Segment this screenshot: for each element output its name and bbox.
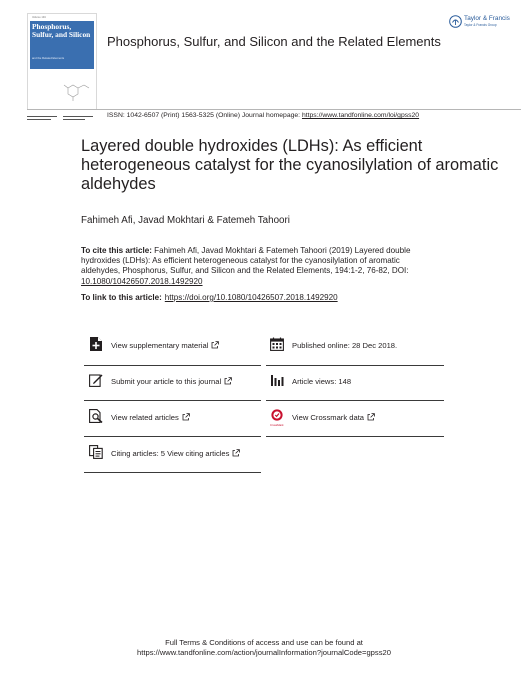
footer-terms-link[interactable]: https://www.tandfonline.com/action/journalInformation?journalCode=gpss20 — [137, 647, 391, 657]
view-crossmark-action[interactable] — [270, 408, 442, 438]
citing-documents-icon — [89, 445, 103, 459]
article-views-info — [270, 372, 442, 402]
related-articles-label: View related articles — [111, 413, 179, 422]
citation-block — [81, 246, 421, 287]
grid-rule — [266, 400, 444, 401]
publisher-tagline: Taylor & Francis Group — [464, 23, 497, 27]
supplementary-doc-plus-icon — [89, 337, 103, 351]
cover-subtitle: and the Related Elements — [32, 56, 65, 60]
external-link-icon — [224, 377, 232, 385]
publisher-name: Taylor & Francis — [464, 15, 510, 22]
crossmark-label: View Crossmark data — [292, 413, 365, 422]
grid-rule — [266, 365, 444, 366]
article-doi-url[interactable]: https://doi.org/10.1080/10426507.2018.1492920 — [164, 293, 338, 302]
external-link-icon — [367, 413, 375, 421]
grid-rule — [266, 436, 444, 437]
molecule-icon — [62, 80, 92, 102]
header-divider — [27, 109, 521, 110]
supplementary-label: View supplementary material — [111, 341, 209, 350]
issn-text: ISSN: 1042-6507 (Print) 1563-5325 (Online) Journal homepage: — [107, 112, 302, 119]
published-online-info — [270, 336, 442, 366]
citation-doi-link[interactable]: 10.1080/10426507.2018.1492920 — [81, 276, 203, 286]
external-link-icon — [211, 341, 219, 349]
taylor-francis-emblem-icon — [449, 15, 462, 28]
view-related-articles-action[interactable] — [89, 408, 261, 438]
crossmark-caption: CrossMark — [270, 423, 284, 427]
grid-rule — [84, 365, 261, 366]
journal-title: Phosphorus, Sulfur, and Silicon and the Related Elements — [107, 34, 441, 49]
small-journal-logos — [27, 116, 97, 122]
view-supplementary-action[interactable] — [89, 336, 261, 366]
cover-title: Phosphorus, Sulfur, and Silicon — [32, 22, 91, 39]
link-label: To link to this article: — [81, 293, 162, 302]
grid-rule — [84, 436, 261, 437]
footer-line-1: Full Terms & Conditions of access and use can be found at — [165, 638, 363, 647]
article-authors: Fahimeh Afi, Javad Mokhtari & Fatemeh Tahoori — [81, 215, 290, 226]
citing-articles-label: Citing articles: 5 View citing articles — [111, 449, 230, 458]
article-link-line — [81, 293, 338, 302]
bar-chart-icon — [270, 373, 284, 387]
calendar-icon — [270, 337, 284, 351]
citation-label: To cite this article: — [81, 246, 152, 255]
submit-article-action[interactable] — [89, 372, 261, 402]
crossmark-icon — [270, 409, 284, 423]
citation-text: Fahimeh Afi, Javad Mokhtari & Fatemeh Tahoori (2019) Layered double hydroxides (LDHs): As efficient heterogeneous catalyst for the cyanosilylation of aromatic aldehydes, Phosphorus, Sulfur, and Silicon and the Related Elements, 194:1-2, 76-82, DOI: — [81, 246, 411, 276]
grid-rule — [84, 400, 261, 401]
edit-pencil-icon — [89, 373, 103, 387]
grid-rule — [84, 472, 261, 473]
journal-homepage-link[interactable]: https://www.tandfonline.com/loi/gpss20 — [301, 112, 420, 119]
cover-topline: Volume 194 — [32, 16, 46, 19]
journal-cover — [27, 13, 97, 110]
citing-articles-action[interactable] — [89, 444, 261, 474]
article-title: Layered double hydroxides (LDHs): As efficient heterogeneous catalyst for the cyanosilylation of aromatic aldehydes — [81, 137, 499, 193]
issn-line — [107, 112, 419, 119]
submit-article-label: Submit your article to this journal — [111, 377, 222, 386]
external-link-icon — [232, 449, 240, 457]
article-views-label: Article views: 148 — [292, 377, 352, 386]
footer-terms — [0, 638, 528, 657]
published-online-label: Published online: 28 Dec 2018. — [292, 341, 398, 350]
related-search-icon — [89, 409, 103, 423]
external-link-icon — [182, 413, 190, 421]
publisher-logo[interactable] — [449, 12, 521, 32]
